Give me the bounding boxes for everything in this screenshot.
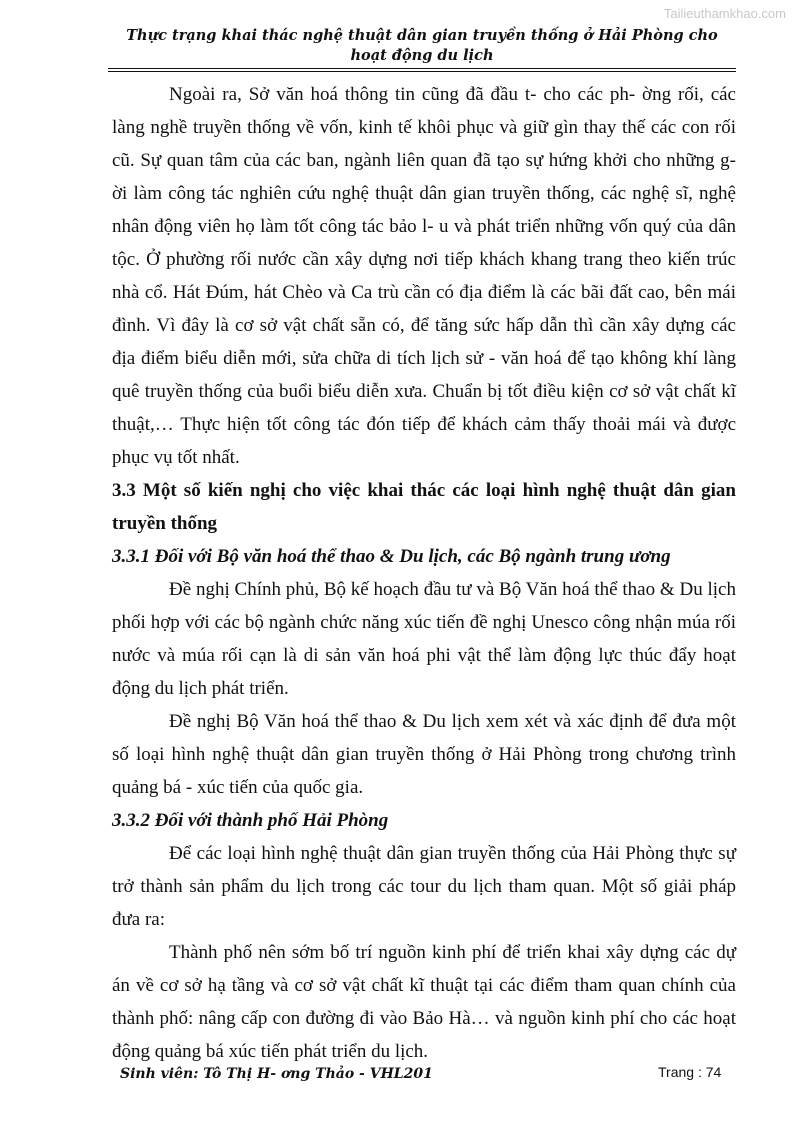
header-divider-double <box>108 71 736 72</box>
paragraph-city-solutions: Để các loại hình nghệ thuật dân gian truyền thống của Hải Phòng thực sự trở thành sản phẩm du lịch trong các tour du lịch tham quan. Một số giải pháp đưa ra: <box>112 843 736 930</box>
footer-student-name: Sinh viên: Tô Thị H- ơng Thảo - VHL201 <box>120 1066 433 1082</box>
page-header <box>108 26 736 66</box>
subsection-heading-3-3-1: 3.3.1 Đối với Bộ văn hoá thể thao & Du lịch, các Bộ ngành trung ương <box>112 546 671 567</box>
paragraph-city-funding: Thành phố nên sớm bố trí nguồn kinh phí để triển khai xây dựng các dự án về cơ sở hạ tầng và cơ sở vật chất kĩ thuật tại các điểm tham quan chính của thành phố: nâng cấp con đường đi vào Bảo Hà… và nguồn kinh phí cho các hoạt động quảng bá xúc tiến phát triển du lịch. <box>112 942 736 1062</box>
document-body <box>112 78 736 1068</box>
watermark: Tailieuthamkhao.com <box>663 6 786 21</box>
header-title-line-1: Thực trạng khai thác nghệ thuật dân gian truyền thống ở Hải Phòng cho <box>126 27 718 44</box>
page-number: Trang : 74 <box>658 1064 722 1080</box>
header-title-line-2: hoạt động du lịch <box>350 47 494 64</box>
header-divider <box>108 68 736 69</box>
section-heading-3-3: 3.3 Một số kiến nghị cho việc khai thác các loại hình nghệ thuật dân gian truyền thống <box>112 480 736 534</box>
subsection-heading-3-3-2: 3.3.2 Đối với thành phố Hải Phòng <box>112 810 389 831</box>
paragraph-intro: Ngoài ra, Sở văn hoá thông tin cũng đã đầu t- cho các ph- ờng rối, các làng nghề truyền thống về vốn, kinh tế khôi phục và giữ gìn thay thế các con rối cũ. Sự quan tâm của các ban, ngành liên quan đã tạo sự hứng khởi cho những g- ời làm công tác nghiên cứu nghệ thuật dân gian truyền thống, các nghệ sĩ, nghệ nhân động viên họ làm tốt công tác bảo l- u và phát triển những vốn quý của dân tộc. Ở phường rối nước cần xây dựng nơi tiếp khách khang trang theo kiến trúc nhà cổ. Hát Đúm, hát Chèo và Ca trù cần có địa điểm là các bãi đất cao, bên mái đình. Vì đây là cơ sở vật chất sẵn có, để tăng sức hấp dẫn thì cần xây dựng các địa điểm biểu diễn mới, sửa chữa di tích lịch sử - văn hoá để tạo không khí làng quê truyền thống của buổi biểu diễn xưa. Chuẩn bị tốt điều kiện cơ sở vật chất kĩ thuật,… Thực hiện tốt công tác đón tiếp để khách cảm thấy thoải mái và được phục vụ tốt nhất. <box>112 84 736 468</box>
paragraph-ministry-promotion: Đề nghị Bộ Văn hoá thể thao & Du lịch xem xét và xác định để đưa một số loại hình nghệ thuật dân gian truyền thống ở Hải Phòng trong chương trình quảng bá - xúc tiến của quốc gia. <box>112 711 736 798</box>
paragraph-unesco-proposal: Đề nghị Chính phủ, Bộ kế hoạch đầu tư và Bộ Văn hoá thể thao & Du lịch phối hợp với các bộ ngành chức năng xúc tiến đề nghị Unesco công nhận múa rối nước và múa rối cạn là di sản văn hoá phi vật thể làm động lực thúc đẩy hoạt động du lịch phát triển. <box>112 579 736 699</box>
